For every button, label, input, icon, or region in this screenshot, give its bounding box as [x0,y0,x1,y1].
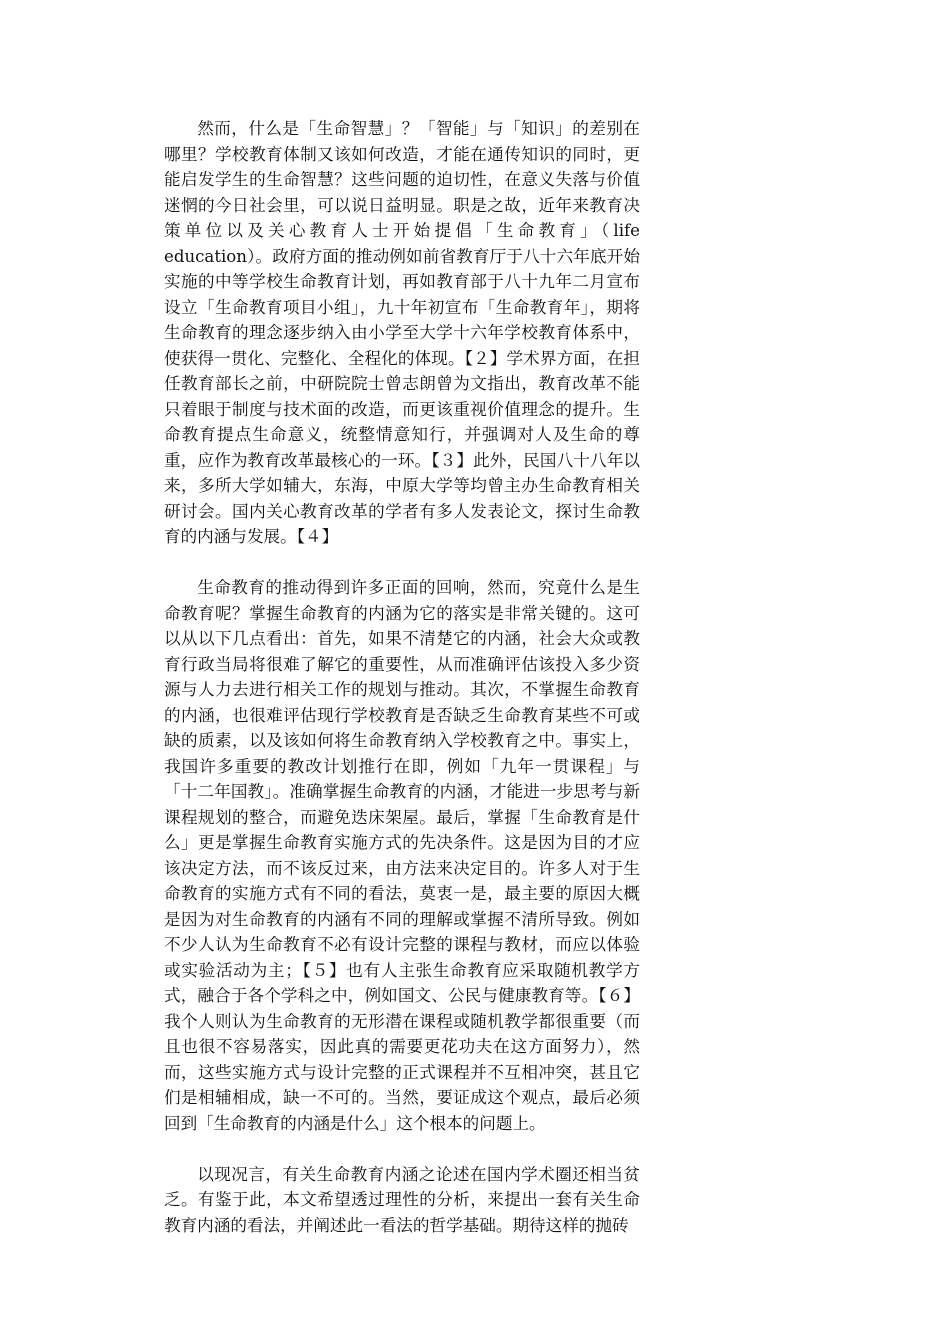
paragraph-3: 以现况言，有关生命教育内涵之论述在国内学术圈还相当贫乏。有鉴于此，本文希望透过理性的分析，来提出一套有关生命教育内涵的看法，并阐述此一看法的哲学基础。期待这样的抛砖 [164,1164,640,1235]
body-text [164,116,640,1238]
paragraph-1: 然而，什么是「生命智慧」？「智能」与「知识」的差别在哪里？学校教育体制又该如何改造，才能在通传知识的同时，更能启发学生的生命智慧？这些问题的迫切性，在意义失落与价值迷惘的今日社会里，可以说日益明显。职是之故，近年来教育决策单位以及关心教育人士开始提倡「生命教育」（life education）。政府方面的推动例如前省教育厅于八十六年底开始实施的中等学校生命教育计划，再如教育部于八十九年二月宣布设立「生命教育项目小组」，九十年初宣布「生命教育年」，期将生命教育的理念逐步纳入由小学至大学十六年学校教育体系中，使获得一贯化、完整化、全程化的体现。【２】学术界方面，在担任教育部长之前，中研院院士曾志朗曾为文指出，教育改革不能只着眼于制度与技术面的改造，而更该重视价值理念的提升。生命教育提点生命意义，统整情意知行，并强调对人及生命的尊重，应作为教育改革最核心的一环。【３】此外，民国八十八年以来，多所大学如辅大，东海，中原大学等均曾主办生命教育相关研讨会。国内关心教育改革的学者有多人发表论文，探讨生命教育的内涵与发展。【４】 [164,119,640,546]
paragraph-2: 生命教育的推动得到许多正面的回响，然而，究竟什么是生命教育呢？掌握生命教育的内涵为它的落实是非常关键的。这可以从以下几点看出：首先，如果不清楚它的内涵，社会大众或教育行政当局将很难了解它的重要性，从而准确评估该投入多少资源与人力去进行相关工作的规划与推动。其次，不掌握生命教育的内涵，也很难评估现行学校教育是否缺乏生命教育某些不可或缺的质素，以及该如何将生命教育纳入学校教育之中。事实上，我国许多重要的教改计划推行在即，例如「九年一贯课程」与「十二年国教」。准确掌握生命教育的内涵，才能进一步思考与新课程规划的整合，而避免迭床架屋。最后，掌握「生命教育是什么」更是掌握生命教育实施方式的先决条件。这是因为目的才应该决定方法，而不该反过来，由方法来决定目的。许多人对于生命教育的实施方式有不同的看法，莫衷一是，最主要的原因大概是因为对生命教育的内涵有不同的理解或掌握不清所导致。例如不少人认为生命教育不必有设计完整的课程与教材，而应以体验或实验活动为主；【５】也有人主张生命教育应采取随机教学方式，融合于各个学科之中，例如国文、公民与健康教育等。【６】我个人则认为生命教育的无形潜在课程或随机教学都很重要（而且也很不容易落实，因此真的需要更花功夫在这方面努力），然而，这些实施方式与设计完整的正式课程并不互相冲突，甚且它们是相辅相成，缺一不可的。当然，要证成这个观点，最后必须回到「生命教育的内涵是什么」这个根本的问题上。 [164,578,640,1133]
